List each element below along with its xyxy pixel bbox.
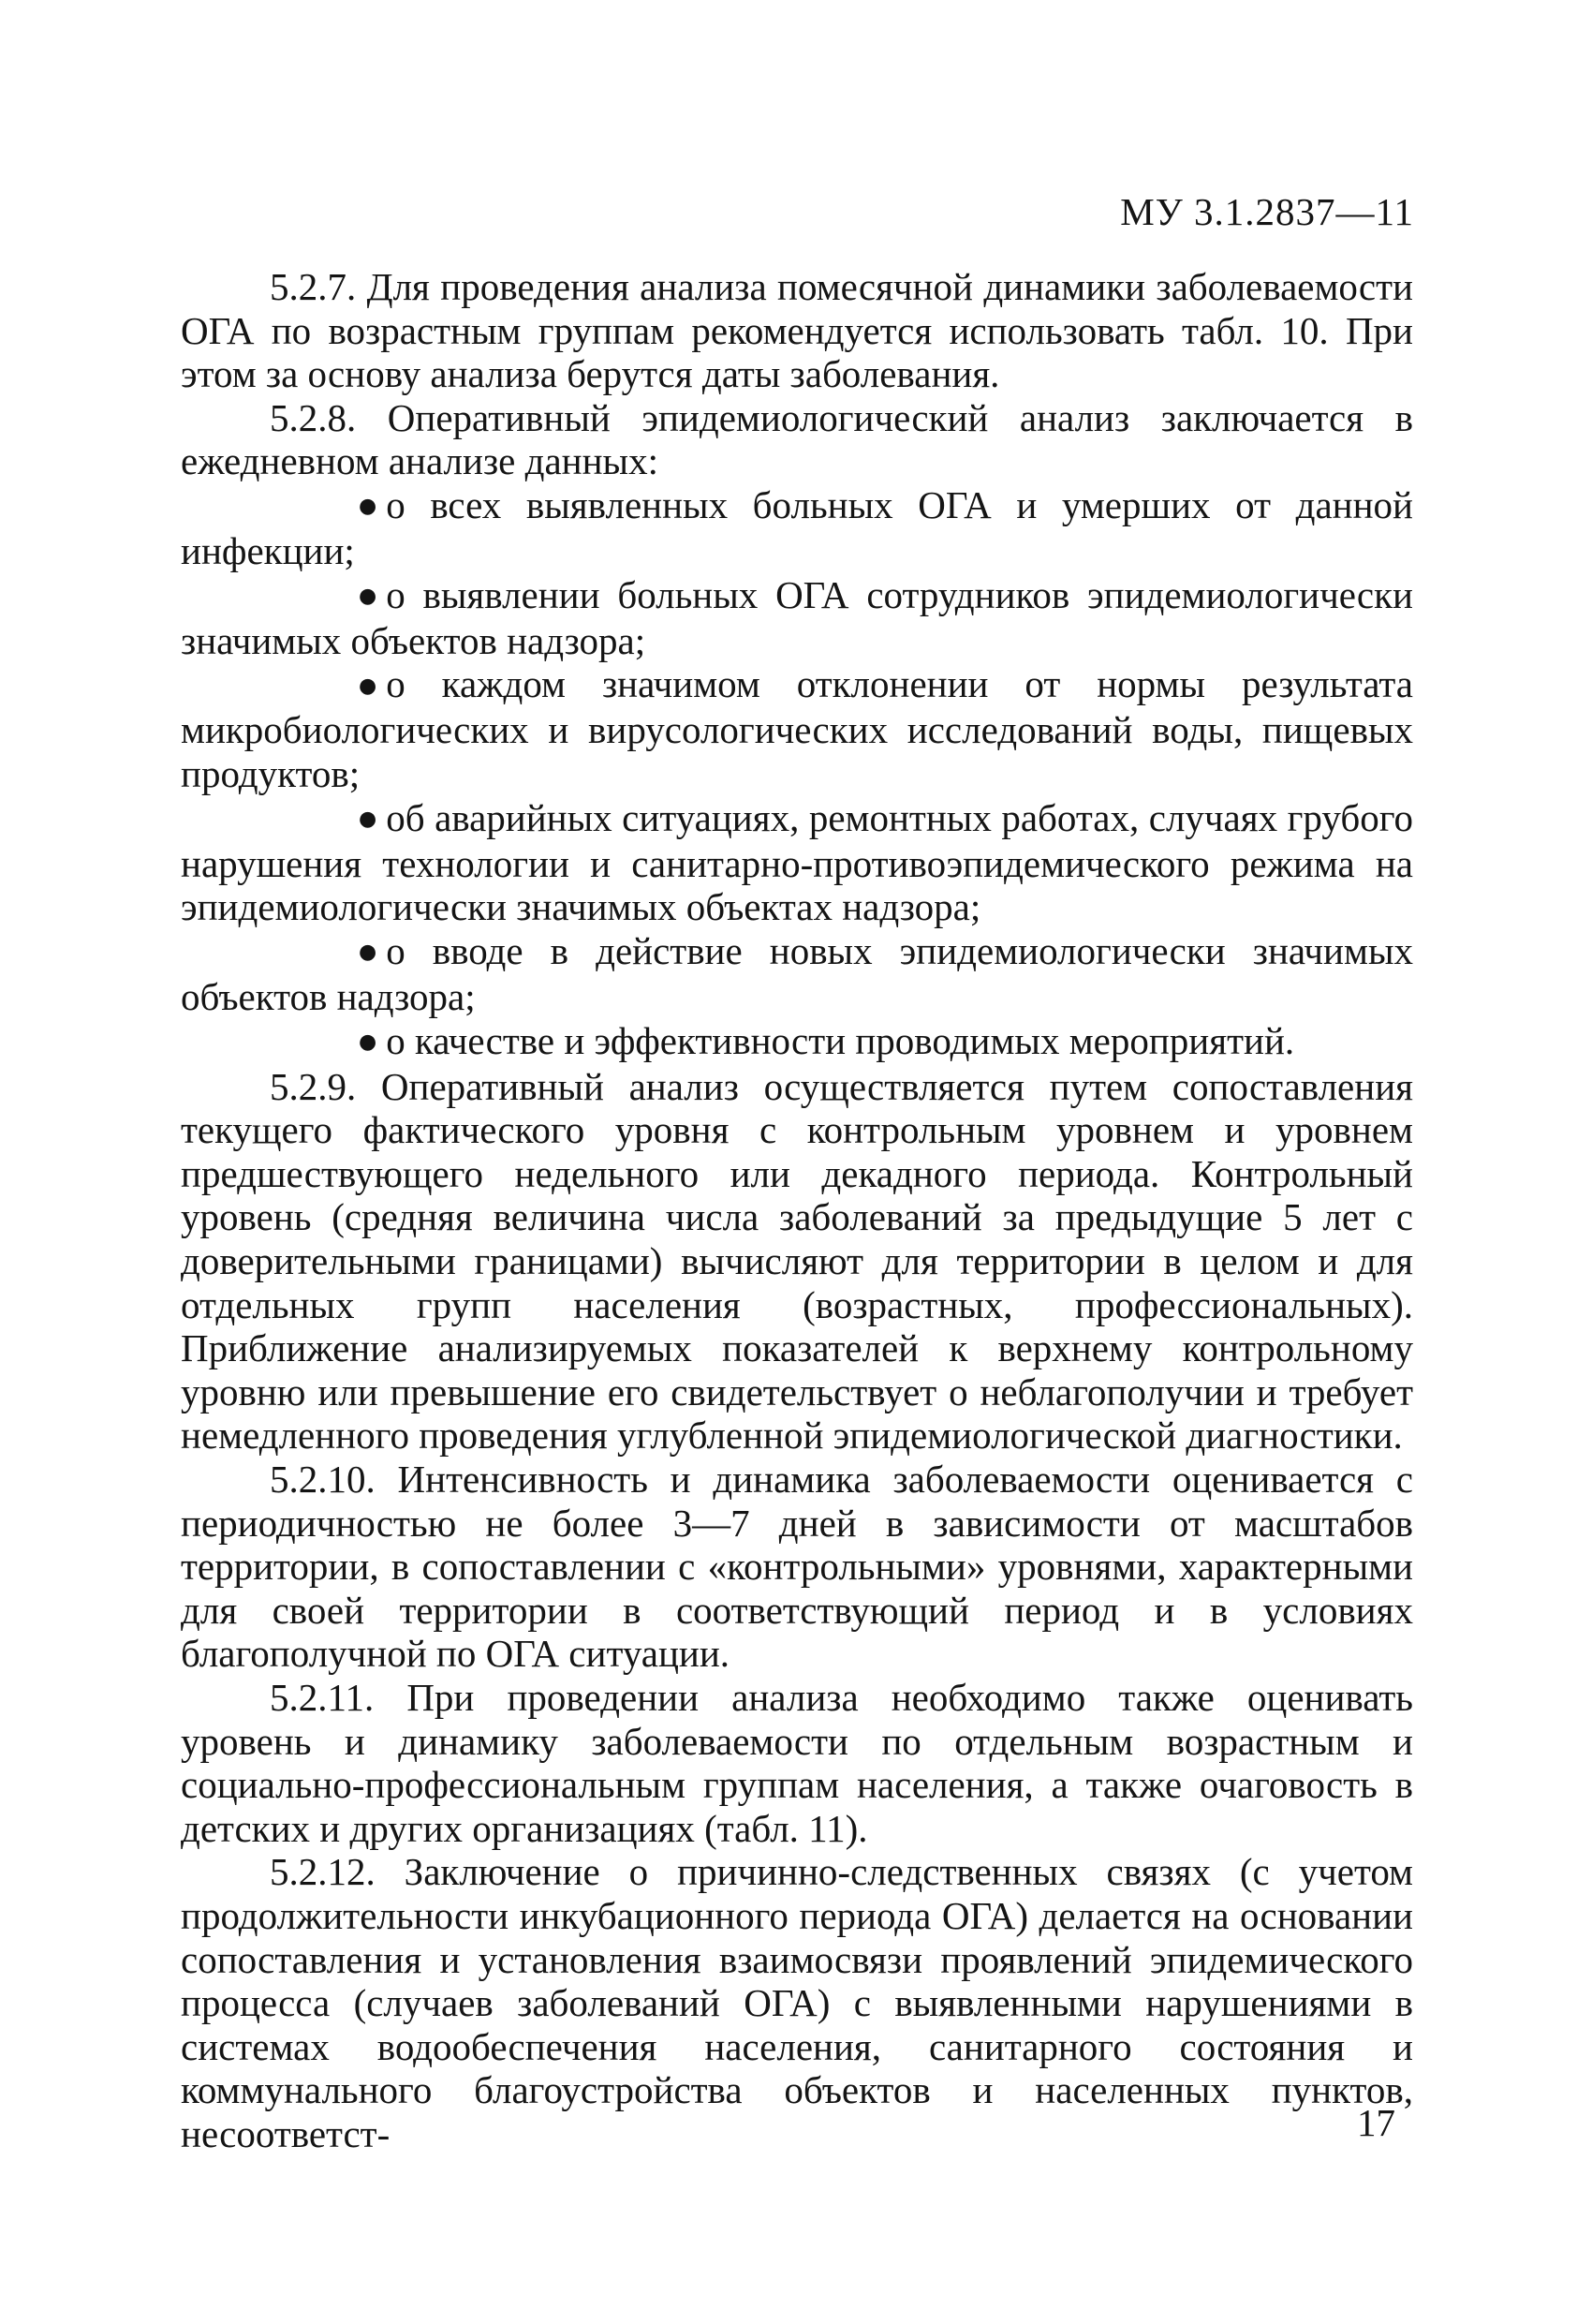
bullet-item: ● о всех выявленных больных ОГА и умерших от данной инфекции; [181,483,1413,573]
document-code-header: МУ 3.1.2837—11 [1120,190,1414,233]
bullet-item: ● о вводе в действие новых эпидемиологически значимых объектов надзора; [181,929,1413,1019]
bullet-item: ● о каждом значимом отклонении от нормы результата микробиологических и вирусологических исследований воды, пищевых продуктов; [181,662,1413,795]
paragraph-5-2-10: 5.2.10. Интенсивность и динамика заболеваемости оценивается с периодичностью не более 3—7 дней в зависимости от масштабов территории, в сопоставлении с «контрольными» уровнями, характерными для своей территории в соответствующий период и в условиях благополучной по ОГА ситуации. [181,1458,1413,1676]
bullet-item: ● о качестве и эффективности проводимых мероприятий. [181,1019,1413,1065]
paragraph-5-2-11: 5.2.11. При проведении анализа необходимо также оценивать уровень и динамику заболеваемости по отдельным возрастным и социально-профессиональным группам населения, а также очаговость в детских и других организациях (табл. 11). [181,1676,1413,1850]
page-number: 17 [1357,2101,1395,2144]
bullet-item: ● о выявлении больных ОГА сотрудников эпидемиологически значимых объектов надзора; [181,573,1413,663]
bullet-item: ● об аварийных ситуациях, ремонтных работах, случаях грубого нарушения технологии и санитарно-противоэпидемического режима на эпидемиологически значимых объектах надзора; [181,796,1413,929]
paragraph-5-2-12: 5.2.12. Заключение о причинно-следственных связях (с учетом продолжительности инкубационного периода ОГА) делается на основании сопоставления и установления взаимосвязи проявлений эпидемического процесса (случаев заболеваний ОГА) с выявленными нарушениями в системах водообеспечения населения, санитарного состояния и коммунального благоустройства объектов и населенных пунктов, несоответст- [181,1850,1413,2155]
body-text [181,265,1413,2156]
paragraph-5-2-9: 5.2.9. Оперативный анализ осуществляется путем сопоставления текущего фактического уровня с контрольным уровнем и уровнем предшествующего недельного или декадного периода. Контрольный уровень (средняя величина числа заболеваний за предыдущие 5 лет с доверительными границами) вычисляют для территории в целом и для отдельных групп населения (возрастных, профессиональных). Приближение анализируемых показателей к верхнему контрольному уровню или превышение его свидетельствует о неблагополучии и требует немедленного проведения углубленной эпидемиологической диагностики. [181,1064,1413,1458]
paragraph-5-2-7: 5.2.7. Для проведения анализа помесячной динамики заболеваемости ОГА по возрастным группам рекомендуется использовать табл. 10. При этом за основу анализа берутся даты заболевания. [181,265,1413,396]
paragraph-5-2-8: 5.2.8. Оперативный эпидемиологический анализ заключается в ежедневном анализе данных: [181,395,1413,483]
